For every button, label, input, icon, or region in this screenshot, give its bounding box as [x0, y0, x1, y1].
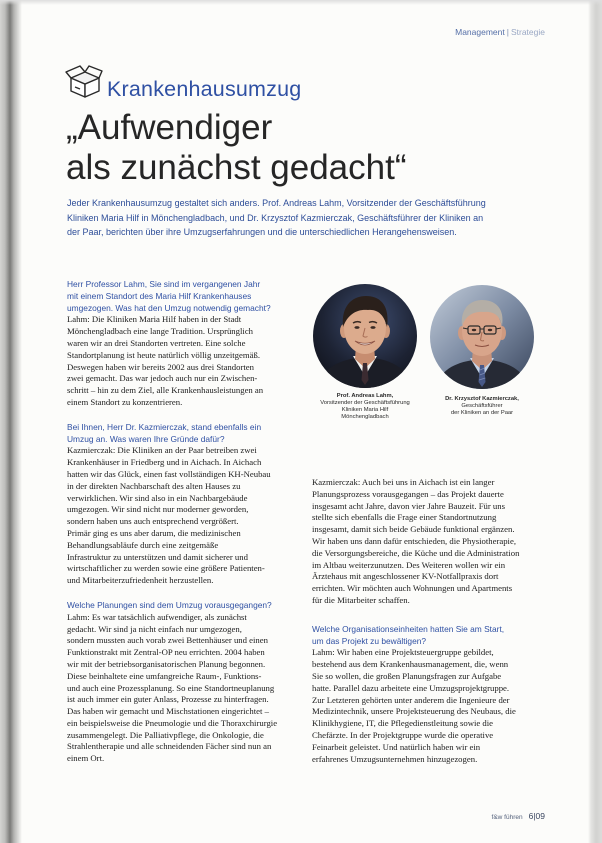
caption-name: Prof. Andreas Lahm, [336, 393, 394, 399]
question-line: umgezogen. Was hat den Umzug notwendig gemacht? [67, 302, 271, 313]
answer-line: schritt – hin zu dem Ziel, alle Krankenhausleistungen an [67, 385, 264, 396]
answer-line: zwei gemacht. Das war jedoch auch nur ein Zwischen- [67, 373, 258, 384]
question-line: um das Projekt zu bewältigen? [312, 635, 427, 646]
answer-line: und Mitarbeiterzufriedenheit herzustellen. [67, 575, 214, 586]
answer-line: und auch eine Prozessplanung. So eine Standortneuplanung [67, 682, 275, 693]
intro-line: Kliniken Maria Hilf in Mönchengladbach, und Dr. Krzysztof Kazmierczak, Geschäftsführer der Kliniken an [67, 212, 484, 223]
interview-block [67, 279, 291, 409]
scan-binding-shadow [0, 0, 22, 843]
answer-line: die Versorgungsbereiche, die Küche und die Administration [312, 547, 520, 558]
answer-line: errichten. Wir möchten auch Wohnungen und Apartments [312, 583, 513, 594]
answer-line: wirtschaftlicher zu werden sowie eine größere Patienten- [67, 563, 265, 574]
headline-line-2: als zunächst gedacht“ [66, 148, 407, 187]
caption-line: der Kliniken an der Paar [450, 410, 514, 416]
answer-line: gedacht. Wir sind ja nicht einfach nur umgezogen, [67, 623, 242, 634]
answer-line: Planungsprozess vorausgegangen – das Projekt dauerte [312, 488, 504, 499]
portrait-photo-kazmierczak [429, 284, 535, 390]
answer-line: Lahm: Wir haben eine Projektsteuergruppe gebildet, [312, 647, 494, 658]
moving-box-icon [65, 63, 103, 99]
left-column [67, 279, 291, 765]
question-line: Welche Organisationseinheiten hatten Sie am Start, [312, 623, 505, 634]
answer-line: wir mit der betriebsorganisatorischen Planung begonnen. [67, 658, 266, 669]
answer-line: umgezogen. Wir sind nicht nur moderner geworden, [67, 504, 249, 515]
answer-line: Zur Letzteren gehörten unter anderem die Ingenieure der [312, 694, 510, 705]
answer-line: Infrastruktur zu unterstützen und damit sicherer und [67, 551, 248, 562]
portrait-photo-lahm [312, 283, 418, 389]
answer-line: Diese beinhaltete eine umfangreiche Raum-, Funktions- [67, 670, 262, 681]
publication-name: f&w führen [491, 814, 523, 821]
answer-line: Kazmierczak: Auch bei uns in Aichach ist ein langer [312, 477, 495, 487]
answer-line: sondern haben uns auch entsprechend vergrößert. [67, 516, 239, 527]
caption-line: Kliniken Maria Hilf [341, 407, 389, 413]
answer-line: Klinikhygiene, IT, die Pflegedienstleitung sowie die [312, 718, 494, 729]
question-line: mit einem Standort des Maria Hilf Krankenhauses [67, 290, 252, 301]
answer-line: insgesamt acht Jahre, davon vier Jahre Bauzeit. Für uns [312, 500, 505, 511]
answer-line: Standortplanung ist heute natürlich völlig unzeitgemäß. [67, 349, 261, 360]
question-line: Bei Ihnen, Herr Dr. Kazmierczak, stand ebenfalls ein [67, 421, 262, 432]
answer-line: ein beispielsweise die Pneumologie und die Thoraxchirurgie [67, 717, 278, 728]
answer-line: Ärztehaus mit angeschlossener KV-Notfallpraxis dort [312, 571, 499, 582]
answer-line: Wir haben uns dann dafür entschieden, die Physiotherapie, [312, 535, 516, 546]
answer-line: erfahrenes Umzugsunternehmen hinzugezogen. [312, 753, 478, 764]
answer-line: waren wir an drei Standorten vertreten. Eine solche [67, 337, 246, 348]
section-separator: | [506, 27, 509, 37]
caption-line: Mönchengladbach [341, 414, 389, 420]
answer-line: Lahm: Es war tatsächlich aufwendiger, als zunächst [67, 611, 247, 622]
answer-line: hatte. Parallel dazu arbeitete eine Umzugsprojektgruppe. [312, 682, 510, 693]
answer-line: Deswegen haben wir bereits 2002 aus drei Standorten [67, 361, 254, 372]
intro-line: Jeder Krankenhausumzug gestaltet sich anders. Prof. Andreas Lahm, Vorsitzender der Geschäftsführung [67, 198, 486, 208]
caption-line: Vorsitzender der Geschäftsführung [320, 400, 410, 406]
right-column [312, 477, 546, 765]
page-footer [492, 806, 545, 824]
section-label: Management [455, 27, 505, 37]
answer-line: insgesamt, damit sich beide Gebäude funktional ergänzen. [312, 524, 515, 535]
answer-line: im Altbau weiterzunutzen. Des Weiteren wollen wir ein [312, 559, 506, 570]
answer-line: Primär ging es uns aber darum, die medizinischen [67, 527, 241, 538]
answer-line: bestehend aus dem Krankenhausmanagement, die, wenn [312, 659, 509, 670]
answer-line: Medizintechnik, unsere Projektsteuerung des Neubaus, die [312, 706, 516, 717]
answer-line: für die Mitarbeiter schaffen. [312, 594, 410, 605]
headline-line-1: „Aufwendiger [66, 108, 273, 147]
question-line: Welche Planungen sind dem Umzug vorausgegangen? [67, 599, 272, 610]
answer-line: Das haben wir gemacht und Mischstationen eingerichtet – [67, 706, 269, 717]
portrait-caption-kazmierczak [417, 396, 547, 417]
caption-line: Geschäftsführer [461, 403, 503, 409]
answer-line: hatten wir das Glück, einen fast vollständigen KH-Neubau [67, 468, 271, 479]
caption-name: Dr. Krzysztof Kazmierczak, [445, 396, 519, 402]
answer-line: zusammengelegt. Die Palliativpflege, die Onkologie, die [67, 729, 264, 740]
interview-block [312, 624, 546, 766]
topic-kicker: Krankenhausumzug [107, 77, 302, 101]
answer-line: Strahlentherapie und alle schneidenden Fächer sind nun an [67, 741, 272, 752]
answer-line: Feinarbeit geleistet. Und natürlich haben wir ein [312, 741, 481, 752]
answer-line: Chefärzte. In der Projektgruppe wurde die operative [312, 729, 494, 740]
interview-block [312, 477, 546, 607]
answer-line: in der direkten Nachbarschaft des alten Hauses zu [67, 480, 241, 491]
answer-line: Behandlungsabläufe durch eine zeitgemäße [67, 539, 219, 550]
headline [66, 108, 406, 188]
issue-number: 6|09 [528, 811, 545, 821]
portrait-caption-lahm [300, 393, 430, 421]
answer-line: ist auch immer ein guter Anlass, Prozesse zu hinterfragen. [67, 694, 269, 705]
answer-line: Kazmierczak: Die Kliniken an der Paar betreiben zwei [67, 445, 257, 456]
interview-block [67, 600, 291, 765]
scan-top-edge [0, 0, 602, 5]
intro-line: der Paar, berichten über ihre Umzugserfahrungen und die unterschiedlichen Herangehensweisen. [67, 227, 457, 237]
question-line: Umzug an. Was waren Ihre Gründe dafür? [67, 433, 225, 444]
answer-line: Lahm: Die Kliniken Maria Hilf haben in der Stadt [67, 314, 242, 325]
question-line: Herr Professor Lahm, Sie sind im vergangenen Jahr [67, 279, 261, 289]
answer-line: sondern mussten auch vorab zwei Bettenhäuser und einen [67, 635, 268, 646]
scan-right-edge [588, 0, 602, 843]
answer-line: Mönchengladbach eine lange Tradition. Ursprünglich [67, 326, 254, 337]
answer-line: einem Standort zu konzentrieren. [67, 396, 183, 407]
section-header [455, 27, 545, 38]
answer-line: verwirklichen. Wir sind also in ein Nachbargebäude [67, 492, 248, 503]
answer-line: Funktionstrakt mit Zentral-OP neu errichten. 2004 haben [67, 647, 265, 658]
answer-line: Sie so wollen, die großen Planungsfragen zur Aufgabe [312, 670, 502, 681]
answer-line: einem Ort. [67, 753, 105, 764]
intro-paragraph [67, 196, 547, 240]
interview-block [67, 422, 291, 587]
subsection-label: Strategie [510, 27, 545, 37]
answer-line: Krankenhäuser in Friedberg und in Aichach. In Aichach [67, 457, 262, 468]
answer-line: stellte sich ebenfalls die Frage einer Standortnutzung [312, 512, 497, 523]
